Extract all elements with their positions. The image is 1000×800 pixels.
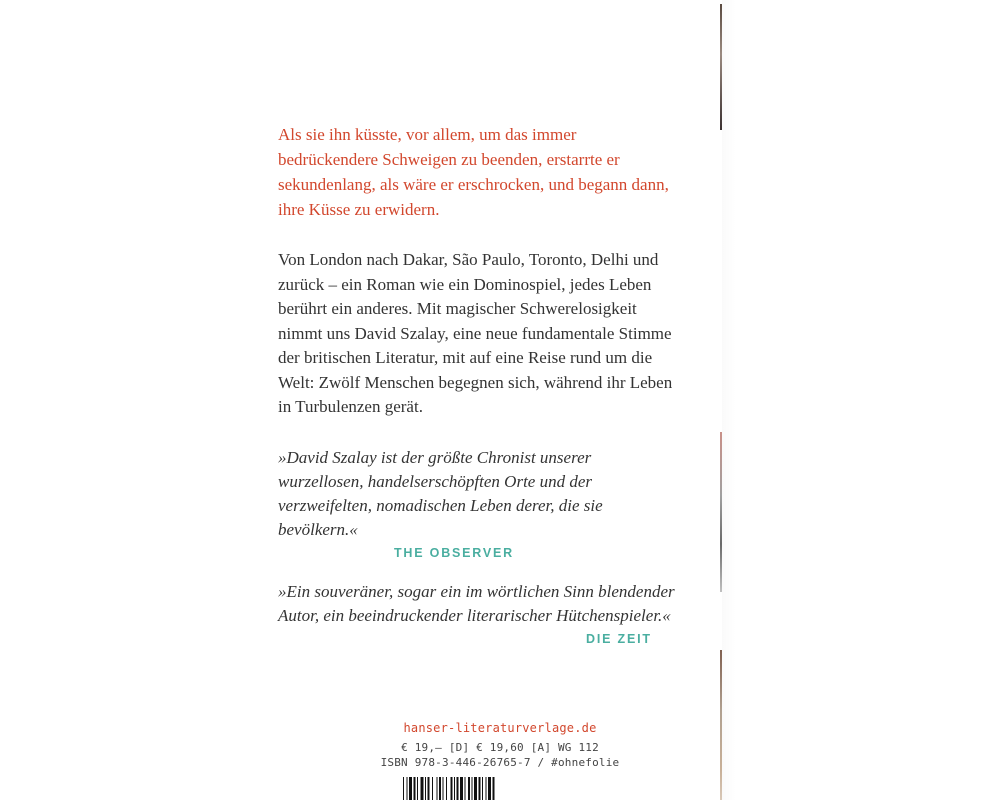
review-source-observer: THE OBSERVER	[394, 545, 515, 560]
book-blurb: Von London nach Dakar, São Paulo, Toronto, Delhi und zurück – ein Roman wie ein Dominospiel, jedes Leben berührt ein anderes. Mit magischer Schwerelosigkeit nimmt uns David Szalay, eine neue fundamentale Stimme der britischen Literatur, mit auf eine Reise rund um die Welt: Zwölf Menschen begegnen sich, während ihr Leben in Turbulenzen gerät.	[278, 250, 673, 416]
price-info: € 19,– [D] € 19,60 [A] WG 112	[401, 741, 599, 754]
cover-text	[278, 122, 678, 646]
teaser-quote: Als sie ihn küsste, vor allem, um das immer bedrückendere Schweigen zu beenden, erstarrte er sekundenlang, als wäre er erschrocken, und begann dann, ihre Küsse zu erwidern.	[278, 125, 669, 219]
review-source-zeit: DIE ZEIT	[586, 631, 652, 646]
publisher-footer	[0, 721, 1000, 769]
barcode-icon	[403, 777, 555, 800]
isbn-info: ISBN 978-3-446-26765-7 / #ohnefolie	[380, 756, 620, 769]
review-quote-zeit: »Ein souveräner, sogar ein im wörtlichen Sinn blendender Autor, ein beeindruckender literarischer Hütchenspieler.«	[278, 581, 675, 625]
review-quote-observer: »David Szalay ist der größte Chronist unserer wurzellosen, handelserschöpften Orte und der verzweifelten, nomadischen Leben derer, die sie bevölkern.«	[278, 447, 603, 539]
publisher-url[interactable]: hanser-literaturverlage.de	[403, 721, 597, 735]
spine-line-middle	[720, 432, 722, 592]
spine-edge	[722, 0, 1000, 800]
spine-line-top	[720, 4, 722, 130]
